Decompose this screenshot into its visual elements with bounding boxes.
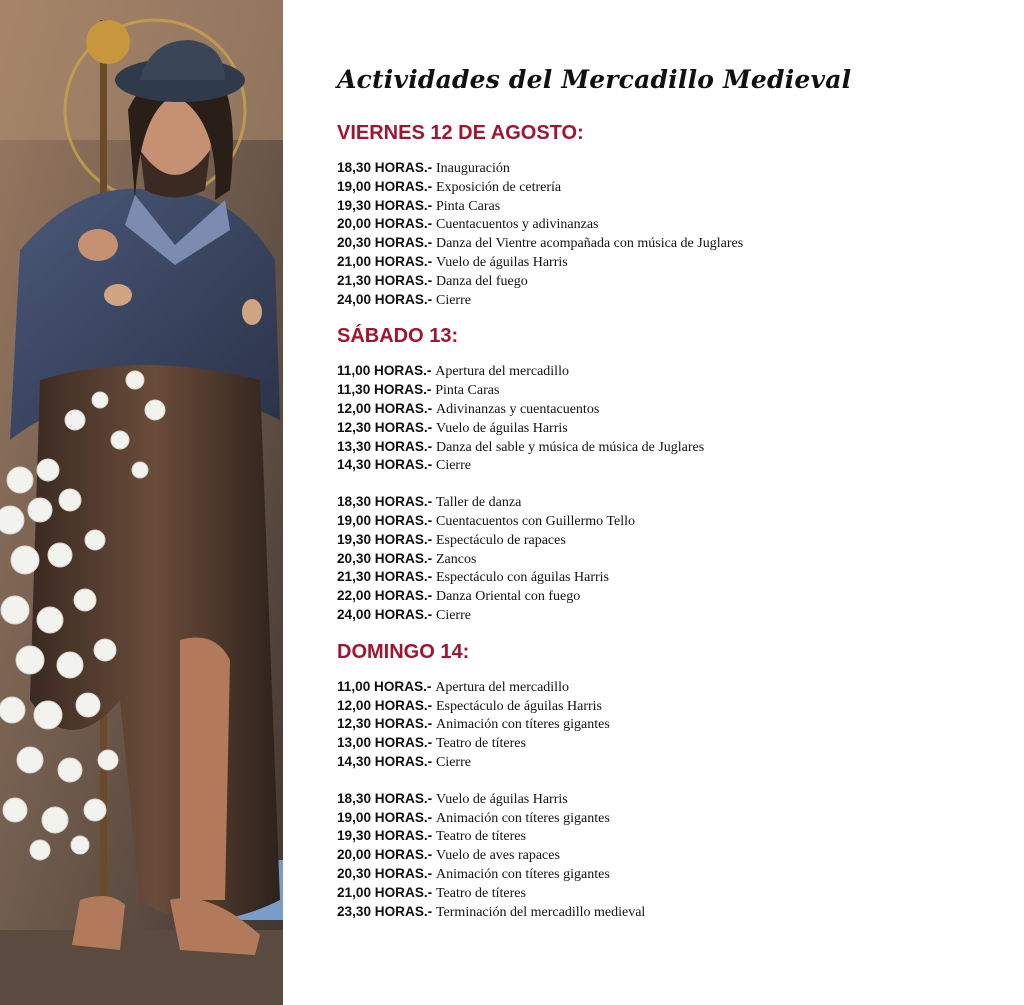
schedule-row bbox=[337, 362, 1007, 381]
event-activity: Vuelo de águilas Harris bbox=[435, 791, 568, 807]
event-time: 19,00 HORAS.- bbox=[337, 809, 433, 825]
event-time: 22,00 HORAS.- bbox=[337, 588, 433, 604]
schedule-row bbox=[337, 493, 1007, 512]
saint-statue-image bbox=[0, 0, 283, 1005]
schedule-row bbox=[337, 697, 1007, 716]
day-section bbox=[337, 120, 1007, 309]
event-time: 20,00 HORAS.- bbox=[337, 216, 433, 232]
day-section bbox=[337, 639, 1007, 922]
event-activity: Cierre bbox=[435, 458, 471, 474]
event-time: 12,30 HORAS.- bbox=[337, 716, 433, 732]
schedule-row bbox=[337, 753, 1007, 772]
event-activity: Danza del sable y música de música de Juglares bbox=[435, 439, 705, 455]
schedule-row bbox=[337, 253, 1007, 272]
event-activity: Espectáculo de rapaces bbox=[435, 532, 566, 548]
schedule-row bbox=[337, 419, 1007, 438]
event-activity: Vuelo de aves rapaces bbox=[435, 848, 560, 864]
event-time: 12,00 HORAS.- bbox=[337, 697, 433, 713]
event-activity: Cierre bbox=[435, 754, 471, 770]
schedule-row bbox=[337, 678, 1007, 697]
event-time: 21,00 HORAS.- bbox=[337, 253, 433, 269]
event-time: 19,00 HORAS.- bbox=[337, 512, 433, 528]
schedule-row bbox=[337, 234, 1007, 253]
event-activity: Exposición de cetrería bbox=[435, 179, 562, 195]
event-time: 20,30 HORAS.- bbox=[337, 865, 433, 881]
event-time: 11,00 HORAS.- bbox=[337, 678, 432, 694]
event-time: 21,30 HORAS.- bbox=[337, 569, 433, 585]
event-activity: Espectáculo de águilas Harris bbox=[435, 698, 602, 714]
event-time: 20,00 HORAS.- bbox=[337, 847, 433, 863]
event-time: 14,30 HORAS.- bbox=[337, 753, 433, 769]
event-time: 13,30 HORAS.- bbox=[337, 438, 433, 454]
schedule-group bbox=[337, 159, 1007, 309]
event-time: 23,30 HORAS.- bbox=[337, 903, 433, 919]
event-time: 13,00 HORAS.- bbox=[337, 735, 433, 751]
event-activity: Apertura del mercadillo bbox=[435, 679, 569, 695]
event-time: 19,30 HORAS.- bbox=[337, 531, 433, 547]
schedule-row bbox=[337, 272, 1007, 291]
schedule-row bbox=[337, 381, 1007, 400]
event-activity: Cuentacuentos con Guillermo Tello bbox=[435, 513, 635, 529]
schedule-row bbox=[337, 456, 1007, 475]
event-activity: Cierre bbox=[435, 292, 471, 308]
event-activity: Pinta Caras bbox=[435, 383, 500, 399]
event-time: 24,00 HORAS.- bbox=[337, 606, 433, 622]
event-activity: Inauguración bbox=[435, 161, 510, 176]
schedule-row bbox=[337, 846, 1007, 865]
event-time: 18,30 HORAS.- bbox=[337, 494, 433, 510]
schedule bbox=[337, 62, 1007, 921]
event-activity: Animación con títeres gigantes bbox=[435, 810, 610, 826]
event-time: 12,30 HORAS.- bbox=[337, 419, 433, 435]
event-activity: Taller de danza bbox=[435, 495, 522, 511]
event-time: 19,30 HORAS.- bbox=[337, 828, 433, 844]
schedule-group bbox=[337, 362, 1007, 475]
schedule-row bbox=[337, 178, 1007, 197]
schedule-row bbox=[337, 568, 1007, 587]
event-time: 19,30 HORAS.- bbox=[337, 197, 433, 213]
schedule-row bbox=[337, 606, 1007, 625]
schedule-row bbox=[337, 215, 1007, 234]
schedule-row bbox=[337, 715, 1007, 734]
schedule-row bbox=[337, 291, 1007, 310]
schedule-group bbox=[337, 790, 1007, 922]
event-time: 14,30 HORAS.- bbox=[337, 457, 433, 473]
schedule-row bbox=[337, 400, 1007, 419]
event-time: 21,30 HORAS.- bbox=[337, 272, 433, 288]
schedule-group bbox=[337, 493, 1007, 625]
schedule-group bbox=[337, 678, 1007, 772]
event-activity: Animación con títeres gigantes bbox=[435, 866, 610, 882]
event-activity: Vuelo de águilas Harris bbox=[435, 420, 568, 436]
schedule-sections bbox=[337, 120, 1007, 921]
schedule-row bbox=[337, 159, 1007, 178]
event-time: 19,00 HORAS.- bbox=[337, 178, 433, 194]
day-heading: VIERNES 12 DE AGOSTO: bbox=[337, 122, 584, 144]
event-time: 20,30 HORAS.- bbox=[337, 550, 433, 566]
event-activity: Danza Oriental con fuego bbox=[435, 589, 581, 605]
schedule-row bbox=[337, 809, 1007, 828]
event-time: 11,30 HORAS.- bbox=[337, 382, 432, 398]
schedule-row bbox=[337, 790, 1007, 809]
schedule-row bbox=[337, 884, 1007, 903]
event-activity: Cierre bbox=[435, 607, 471, 623]
schedule-row bbox=[337, 531, 1007, 550]
event-activity: Teatro de títeres bbox=[435, 885, 526, 901]
schedule-row bbox=[337, 550, 1007, 569]
schedule-row bbox=[337, 734, 1007, 753]
day-heading: SÁBADO 13: bbox=[337, 325, 459, 348]
schedule-row bbox=[337, 512, 1007, 531]
schedule-row bbox=[337, 903, 1007, 922]
event-activity: Apertura del mercadillo bbox=[435, 364, 569, 380]
schedule-row bbox=[337, 587, 1007, 606]
day-section bbox=[337, 323, 1007, 624]
event-activity: Danza del Vientre acompañada con música de Juglares bbox=[435, 236, 744, 252]
schedule-row bbox=[337, 438, 1007, 457]
event-activity: Terminación del mercadillo medieval bbox=[435, 904, 646, 920]
event-activity: Pinta Caras bbox=[435, 198, 501, 214]
event-activity: Vuelo de águilas Harris bbox=[435, 254, 568, 270]
event-time: 21,00 HORAS.- bbox=[337, 884, 433, 900]
event-time: 18,30 HORAS.- bbox=[337, 160, 433, 175]
event-activity: Zancos bbox=[435, 551, 477, 567]
page-title: Actividades del Mercadillo Medieval bbox=[337, 65, 852, 94]
event-activity: Teatro de títeres bbox=[435, 736, 526, 752]
event-time: 24,00 HORAS.- bbox=[337, 291, 433, 307]
day-heading: DOMINGO 14: bbox=[337, 640, 470, 663]
event-activity: Adivinanzas y cuentacuentos bbox=[435, 401, 600, 417]
schedule-row bbox=[337, 865, 1007, 884]
schedule-row bbox=[337, 197, 1007, 216]
event-activity: Animación con títeres gigantes bbox=[435, 717, 610, 733]
event-time: 18,30 HORAS.- bbox=[337, 790, 433, 806]
event-activity: Teatro de títeres bbox=[435, 829, 526, 845]
event-time: 20,30 HORAS.- bbox=[337, 235, 433, 251]
event-time: 12,00 HORAS.- bbox=[337, 400, 433, 416]
event-activity: Danza del fuego bbox=[435, 273, 528, 289]
schedule-row bbox=[337, 827, 1007, 846]
event-time: 11,00 HORAS.- bbox=[337, 363, 432, 379]
event-activity: Cuentacuentos y adivinanzas bbox=[435, 217, 599, 233]
event-activity: Espectáculo con águilas Harris bbox=[435, 570, 609, 586]
